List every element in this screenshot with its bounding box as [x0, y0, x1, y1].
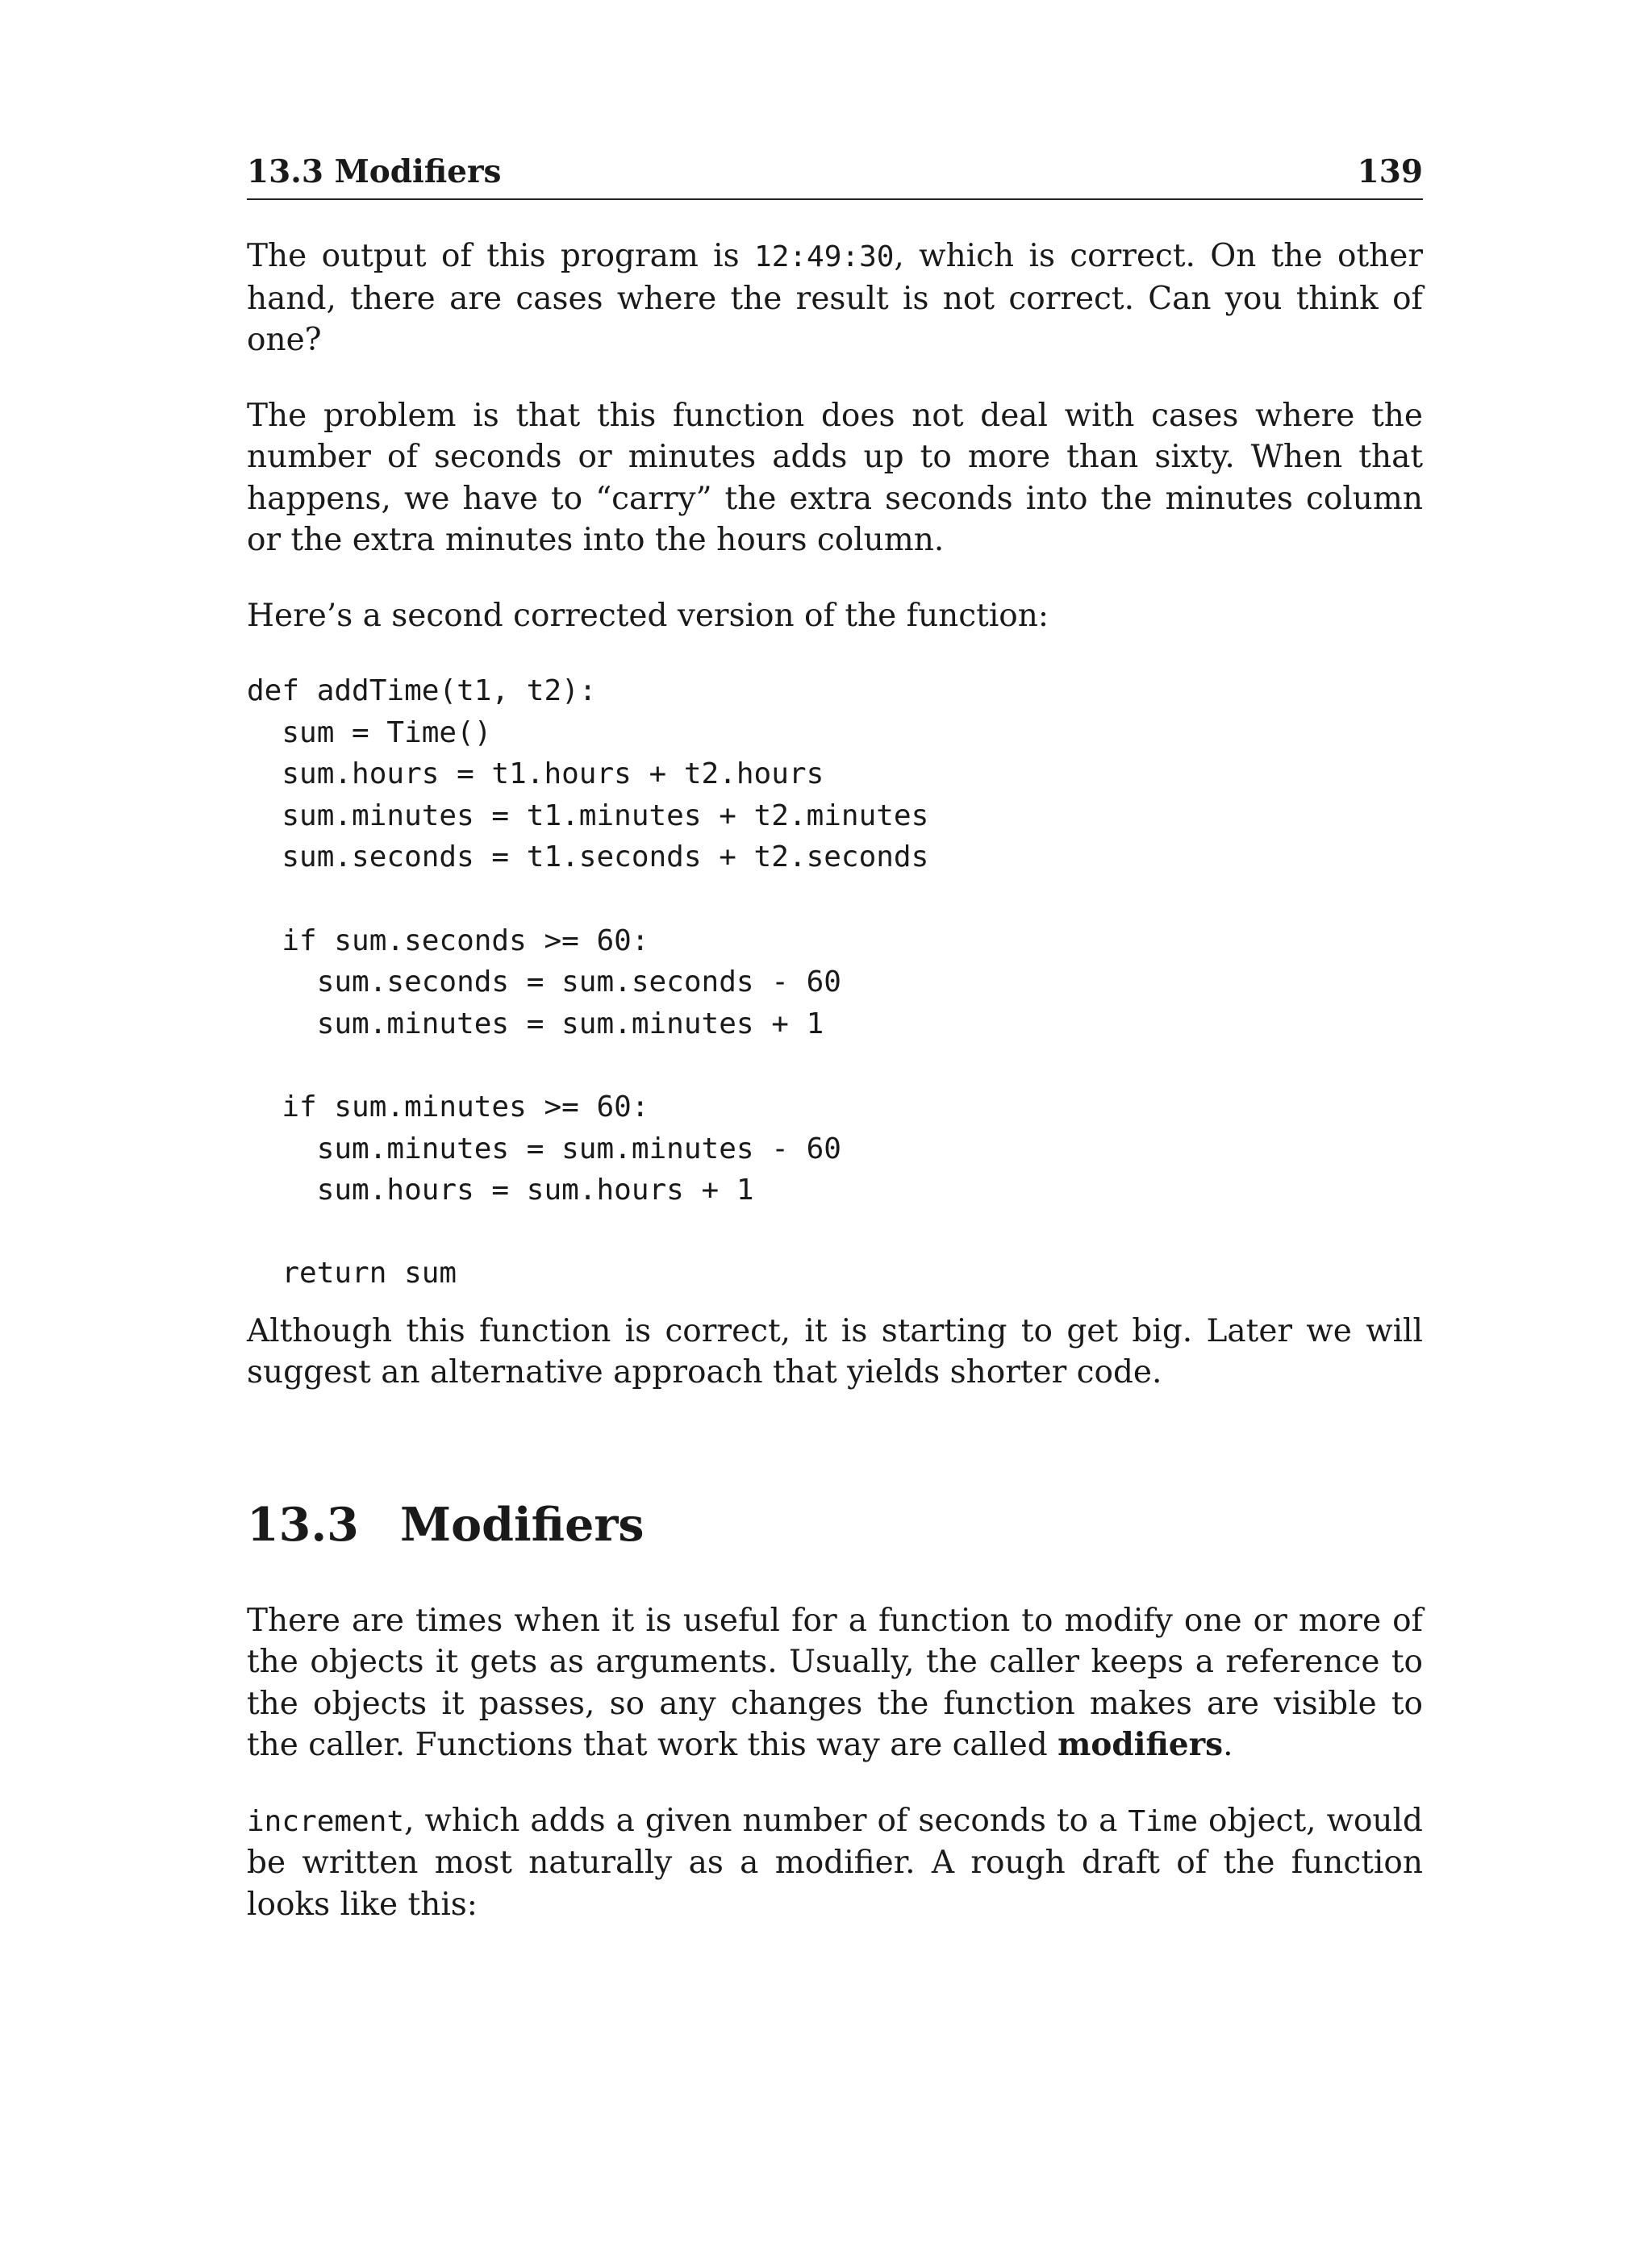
section-number: 13.3 [247, 1497, 359, 1552]
text-run: . [1223, 1727, 1233, 1764]
book-page [247, 150, 1423, 1925]
header-section-title: 13.3 Modifiers [247, 153, 502, 190]
code-block-addtime [247, 670, 1423, 1295]
paragraph-output-note [247, 236, 1423, 361]
inline-code-output: 12:49:30 [754, 240, 895, 273]
code-line [247, 1211, 1423, 1253]
inline-code-time: Time [1128, 1804, 1199, 1838]
paragraph-increment [247, 1800, 1423, 1926]
code-line: sum.minutes = sum.minutes - 60 [247, 1132, 841, 1165]
paragraph-intro-code: Here’s a second corrected version of the function: [247, 597, 1049, 634]
bold-term-modifiers: modifiers [1058, 1726, 1224, 1764]
code-line: sum.minutes = t1.minutes + t2.minutes [247, 798, 929, 832]
paragraph-problem: The problem is that this function does not deal with cases where the number of seconds or minutes adds up to more than sixty. When that happens, we have to “carry” the extra seconds into the minutes column or the extra minutes into the hours column. [247, 397, 1423, 558]
text-run: The output of this program is [247, 238, 755, 274]
paragraph-modifiers-intro [247, 1600, 1423, 1766]
text-run: , which is correct. On the other hand, there are cases where the result is not correct. Can you think of one? [247, 238, 1423, 358]
section-title: Modifiers [400, 1497, 645, 1552]
code-line: sum.minutes = sum.minutes + 1 [247, 1007, 824, 1040]
code-line: if sum.minutes >= 60: [247, 1090, 649, 1124]
running-header [247, 150, 1423, 200]
section-heading [247, 1497, 1423, 1553]
code-line [247, 878, 1423, 920]
text-run: object, would be written most naturally as a modifier. A rough draft of the function looks like this: [247, 1802, 1423, 1923]
code-line: return sum [247, 1257, 457, 1290]
code-line: sum.hours = sum.hours + 1 [247, 1174, 754, 1207]
text-run: , which adds a given number of seconds to a [404, 1802, 1128, 1839]
code-line: if sum.seconds >= 60: [247, 924, 649, 957]
code-line: sum.hours = t1.hours + t2.hours [247, 757, 824, 791]
code-line: sum.seconds = sum.seconds - 60 [247, 965, 841, 999]
inline-code-increment: increment [247, 1804, 405, 1838]
code-line: def addTime(t1, t2): [247, 674, 597, 707]
page-number: 139 [1357, 153, 1423, 190]
text-run: There are times when it is useful for a function to modify one or more of the objects it gets as arguments. Usually, the caller keeps a reference to the objects it passes, so any changes the function makes are visible to the caller. Functions that work this way are called [247, 1602, 1423, 1764]
code-line: sum = Time() [247, 715, 492, 749]
paragraph-conclusion: Although this function is correct, it is starting to get big. Later we will suggest an alternative approach that yields shorter code. [247, 1312, 1423, 1391]
code-line: sum.seconds = t1.seconds + t2.seconds [247, 840, 929, 874]
code-line [247, 1044, 1423, 1086]
